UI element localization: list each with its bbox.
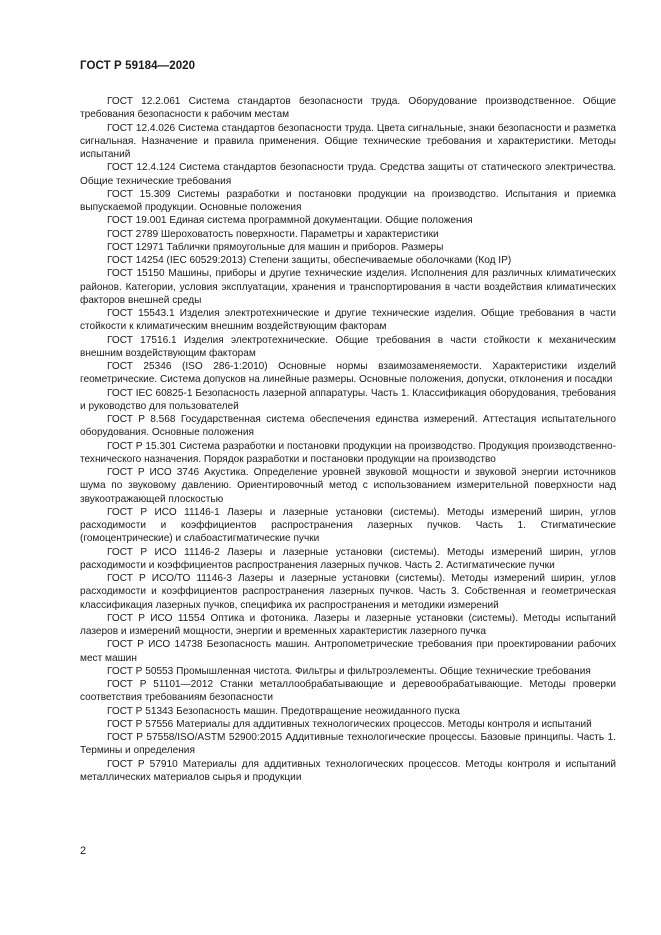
reference-item: ГОСТ IEC 60825-1 Безопасность лазерной аппаратуры. Часть 1. Классификация оборудования, требования и руководство для пользователей bbox=[80, 387, 616, 412]
reference-item: ГОСТ Р 51343 Безопасность машин. Предотвращение неожиданного пуска bbox=[107, 705, 460, 717]
reference-item: ГОСТ 15150 Машины, приборы и другие технические изделия. Исполнения для различных климатических районов. Категории, условия эксплуатации, хранения и транспортирования в части воздействия климатических факторов внешней среды bbox=[80, 268, 616, 306]
reference-item: ГОСТ 14254 (IEC 60529:2013) Степени защиты, обеспечиваемые оболочками (Код IP) bbox=[107, 255, 512, 266]
reference-item: ГОСТ Р ИСО 11146-1 Лазеры и лазерные установки (системы). Методы измерений ширин, углов расходимости и коэффициентов распространения лазерных пучков. Часть 1. Стигматические (гомоцентрические) и слабоастигматические пучки bbox=[80, 506, 616, 545]
reference-item: ГОСТ 12.2.061 Система стандартов безопасности труда. Оборудование производственное. Общие требования безопасности к рабочим местам bbox=[80, 96, 616, 121]
reference-item: ГОСТ 17516.1 Изделия электротехнические. Общие требования в части стойкости к механическим внешним воздействующим факторам bbox=[80, 334, 616, 359]
reference-item: ГОСТ Р 50553 Промышленная чистота. Фильтры и фильтроэлементы. Общие технические требования bbox=[107, 665, 591, 677]
reference-item: ГОСТ 25346 (ISO 286-1:2010) Основные нормы взаимозаменяемости. Характеристики изделий геометрические. Система допусков на линейные размеры. Основные положения, допуски, отклонения и посадки bbox=[80, 361, 616, 386]
reference-item: ГОСТ Р 15.301 Система разработки и постановки продукции на производство. Продукция производственно-технического назначения. Порядок разработки и постановки продукции на производство bbox=[80, 440, 616, 465]
reference-item: ГОСТ Р 57556 Материалы для аддитивных технологических процессов. Методы контроля и испытаний bbox=[107, 718, 592, 730]
reference-item: ГОСТ Р ИСО 11146-2 Лазеры и лазерные установки (системы). Методы измерений ширин, углов расходимости и коэффициентов распространения лазерных пучков. Часть 2. Астигматические пучки bbox=[80, 546, 616, 571]
reference-item: ГОСТ 12.4.026 Система стандартов безопасности труда. Цвета сигнальные, знаки безопасности и разметка сигнальная. Назначение и правила применения. Общие технические требования и характеристики. Методы испытаний bbox=[80, 122, 616, 160]
reference-item: ГОСТ Р ИСО 14738 Безопасность машин. Антропометрические требования при проектировании рабочих мест машин bbox=[80, 639, 616, 664]
page-number: 2 bbox=[80, 845, 87, 857]
reference-item: ГОСТ Р 8.568 Государственная система обеспечения единства измерений. Аттестация испытательного оборудования. Основные положения bbox=[80, 414, 616, 439]
reference-item: ГОСТ 15543.1 Изделия электротехнические и другие технические изделия. Общие требования в части стойкости к климатическим внешним воздействующим факторам bbox=[80, 308, 616, 333]
reference-item: ГОСТ Р ИСО/ТО 11146-3 Лазеры и лазерные установки (системы). Методы измерений ширин, углов расходимости и коэффициентов распространения лазерных пучков. Часть 3. Собственная и геометрическая классификация лазерных пучков, специфика их распространения и методики измерений bbox=[80, 573, 616, 611]
reference-item: ГОСТ Р ИСО 3746 Акустика. Определение уровней звуковой мощности и звуковой энергии источников шума по звуковому давлению. Ориентировочный метод с использованием измерительной поверхности над звукоотражающей плоскостью bbox=[80, 467, 616, 505]
reference-item: ГОСТ 12971 Таблички прямоугольные для машин и приборов. Размеры bbox=[107, 241, 444, 253]
reference-item: ГОСТ Р ИСО 11554 Оптика и фотоника. Лазеры и лазерные установки (системы). Методы испытаний лазеров и измерений мощности, энергии и временных характеристик лазерного пучка bbox=[80, 612, 616, 637]
reference-item: ГОСТ 12.4.124 Система стандартов безопасности труда. Средства защиты от статического электричества. Общие технические требования bbox=[80, 162, 616, 187]
reference-item: ГОСТ Р 57910 Материалы для аддитивных технологических процессов. Методы контроля и испытаний металлических материалов сырья и продукции bbox=[80, 758, 616, 783]
reference-item: ГОСТ Р 51101—2012 Станки металлообрабатывающие и деревообрабатывающие. Методы проверки соответствия требованиям безопасности bbox=[80, 679, 616, 704]
reference-item: ГОСТ 19.001 Единая система программной документации. Общие положения bbox=[107, 215, 473, 227]
page-header: ГОСТ Р 59184—2020 bbox=[80, 60, 196, 72]
reference-item: ГОСТ 15.309 Системы разработки и постановки продукции на производство. Испытания и приемка выпускаемой продукции. Основные положения bbox=[80, 188, 616, 213]
normative-references-list bbox=[80, 95, 616, 784]
reference-item: ГОСТ 2789 Шероховатость поверхности. Параметры и характеристики bbox=[107, 228, 439, 240]
reference-item: ГОСТ Р 57558/ISO/ASTM 52900:2015 Аддитивные технологические процессы. Базовые принципы. Часть 1. Термины и определения bbox=[80, 732, 616, 757]
